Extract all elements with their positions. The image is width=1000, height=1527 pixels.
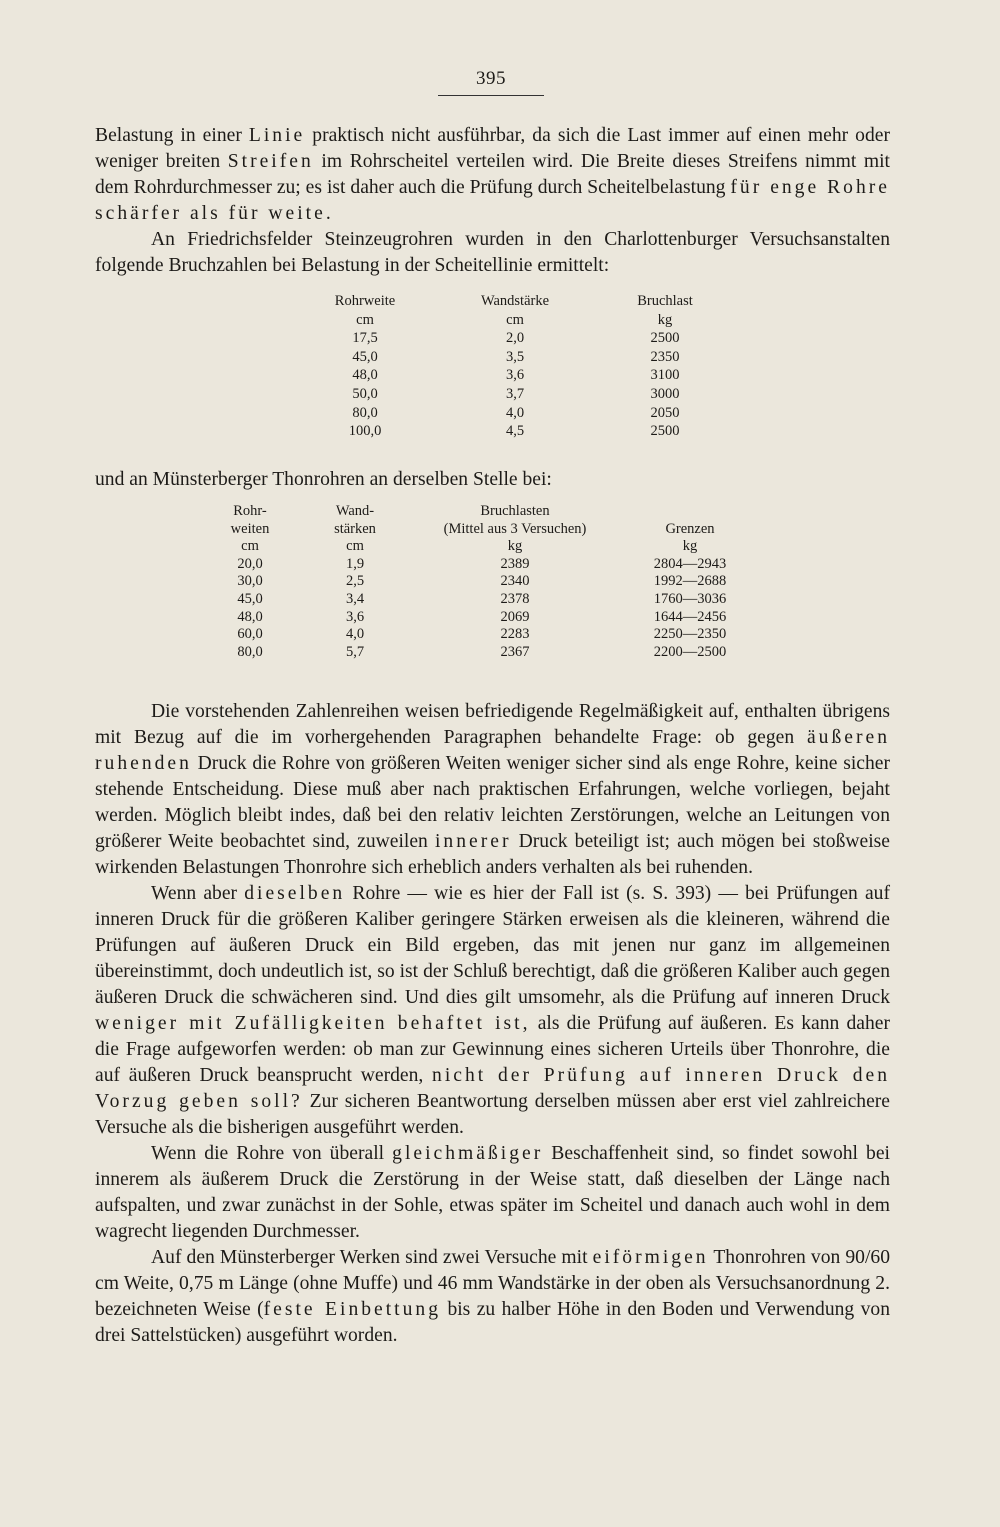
table-header: Rohrweite [334,293,396,309]
text-run: Wenn aber [151,883,245,904]
table-header: Rohr- [233,503,267,519]
table-cell: 80,0 [237,643,263,660]
table-row [290,404,740,423]
table-cell: 20,0 [237,555,263,572]
table-cell: 3,5 [505,348,525,365]
text-run: Die vorstehenden Zahlenreihen weisen befriedigende Regelmäßigkeit auf, enthalten übrigens mit Bezug auf die im vorhergehenden Paragraphen behandelte Frage: ob gegen [95,701,890,748]
table-cell: 1644—2456 [653,608,727,625]
spaced-emphasis: eiförmigen [592,1247,709,1268]
paragraph-2: An Friedrichsfelder Steinzeugrohren wurden in den Charlottenburger Versuchsanstalten folgende Bruchzahlen bei Belastung in der Scheitellinie ermittelt: [95,229,890,276]
spaced-emphasis: Linie [248,125,306,146]
table-cell: 2350 [650,348,680,365]
table-units-row [290,311,740,330]
spaced-emphasis: für enge Rohre schärfer als für weite. [95,177,890,224]
paragraph-7 [95,1245,890,1349]
table-row [290,385,740,404]
table-header: Bruchlast [637,293,693,309]
table-header: weiten [230,520,270,537]
table-cell: 3000 [650,385,680,402]
table-unit: kg [657,311,673,328]
table-cell: 60,0 [237,626,263,643]
text-block-bottom [95,699,890,1349]
table-cell: 48,0 [237,608,263,625]
table-unit: cm [356,311,374,328]
table-row [290,366,740,385]
text-block-top [95,123,890,279]
spaced-emphasis: innerer [434,831,512,852]
table-cell: 2340 [500,573,530,590]
table-cell: 80,0 [352,404,378,421]
table-header-row [290,292,740,311]
text-run: praktisch nicht ausführbar, da sich die Last immer auf einen mehr oder weniger breiten [95,125,890,172]
spaced-emphasis: feste Einbettung [263,1299,442,1320]
table-units-row [205,538,765,556]
table-cell: 4,0 [345,626,365,643]
table-unit: cm [506,311,524,328]
table-unit: cm [241,538,259,555]
text-run: Beschaffenheit sind, so findet sowohl bei innerem als äußerem Druck die Zerstörung in der Weise statt, daß dieselben der Länge nach aufspalten, und zwar zunächst in der Sohle, etwas später im Scheitel und danach auch wohl in dem wagrecht liegenden Durchmesser. [95,1143,890,1242]
text-block-mid [95,467,890,493]
paragraph-3: und an Münsterberger Thonrohren an derselben Stelle bei: [95,469,552,490]
paragraph-4 [95,699,890,881]
table-row [205,644,765,662]
paragraph-1 [95,123,890,227]
table-header: Wandstärke [480,293,550,309]
table-header: Grenzen [665,520,715,537]
table-row [205,591,765,609]
paragraph-5 [95,881,890,1141]
table-cell: 2,5 [345,573,365,590]
table-unit: kg [682,538,698,555]
table-header: Bruchlasten [480,503,550,519]
table-cell: 48,0 [352,367,378,384]
spaced-emphasis: gleichmäßiger [392,1143,544,1164]
text-run: Auf den Münsterberger Werken sind zwei Versuche mit [151,1247,593,1268]
spaced-emphasis: nicht der Prüfung auf inneren Druck den Vorzug geben soll? [95,1065,890,1112]
text-run: Druck die Rohre von größeren Weiten weniger sicher sind als enge Rohre, keine sicher stehende Entscheidung. Diese muß aber nach praktischen Erfahrungen, welche vorliegen, bejaht werden. Möglich bleibt indes, daß bei den relativ leichten Zerstörungen, welche an Leitungen von größerer Weite beobachtet sind, zuweilen [95,753,890,852]
table-row [290,348,740,367]
table-header: Wand- [335,503,375,519]
table-cell: 2250—2350 [653,626,727,643]
table-cell: 4,0 [505,404,525,421]
table-cell: 2378 [500,590,530,607]
text-run: Wenn die Rohre von überall [151,1143,393,1164]
table-cell: 3,4 [345,590,365,607]
table-cell: 3,6 [345,608,365,625]
table-cell: 2200—2500 [653,643,727,660]
table-row [290,329,740,348]
table-cell: 50,0 [352,385,378,402]
table-cell: 1760—3036 [653,590,727,607]
table-cell: 2500 [650,330,680,347]
table-cell: 1,9 [345,555,365,572]
text-run: bis zu halber Höhe in den Boden und Verwendung von drei Sattelstücken) ausgeführt worden. [95,1299,891,1346]
table-cell: 2050 [650,404,680,421]
text-run: Belastung in einer [95,125,249,146]
table-cell: 3,7 [505,385,525,402]
table-cell: 2500 [650,423,680,440]
table-muensterberg [205,503,765,661]
text-run: im Rohrscheitel verteilen wird. Die Breite dieses Streifens nimmt mit dem Rohrdurchmesser zu; es ist daher auch die Prüfung durch Scheitelbelastung [95,151,891,198]
table-row [205,609,765,627]
table-row [290,422,740,441]
table-cell: 2804—2943 [653,555,727,572]
page-number-rule [438,95,544,96]
table-cell: 1992—2688 [653,573,727,590]
table-cell: 30,0 [237,573,263,590]
text-run: Rohre — wie es hier der Fall ist (s. S. 393) — bei Prüfungen auf inneren Druck für die größeren Kaliber geringere Stärken erweisen als die kleineren, während die Prüfungen auf äußeren Druck ein Bild ergeben, das mit jenen nur ganz im allgemeinen übereinstimmt, doch undeutlich ist, so ist der Schluß berechtigt, daß die größeren Kaliber auch gegen äußeren Druck die schwächeren sind. Und dies gilt umsomehr, als die Prüfung auf inneren Druck [95,883,890,1008]
table-row [205,626,765,644]
table-unit: kg [507,538,523,555]
table-cell: 4,5 [505,423,525,440]
spaced-emphasis: dieselben [244,883,346,904]
table-header: stärken [334,520,376,537]
paragraph-6 [95,1141,890,1245]
table-row [205,573,765,591]
table-cell: 2283 [500,626,530,643]
table-unit: cm [346,538,364,555]
text-run: Druck beteiligt ist; auch mögen bei stoßweise wirkenden Belastungen Thonrohre sich erheblich anders verhalten als bei ruhenden. [95,831,890,878]
table-cell: 2367 [500,643,530,660]
text-run: Zur sicheren Beantwortung derselben müssen aber erst viel zahlreichere Versuche als die bisherigen ausgeführt werden. [95,1091,890,1138]
table-cell: 5,7 [345,643,365,660]
text-run: als die Prüfung auf äußeren. Es kann daher die Frage aufgeworfen werden: ob man zur Gewinnung eines sicheren Urteils über Thonrohre, die auf äußeren Druck beansprucht werden, [95,1013,891,1086]
table-cell: 45,0 [352,348,378,365]
table-cell: 3100 [650,367,680,384]
spaced-emphasis: äußeren ruhenden [95,727,890,774]
table-cell: 17,5 [352,330,378,347]
table-cell: 100,0 [348,423,382,440]
table-cell: 2,0 [505,330,525,347]
table-cell: 2069 [500,608,530,625]
table-row [205,556,765,574]
table-header: (Mittel aus 3 Versuchen) [443,520,587,537]
table-header [615,503,765,521]
table-cell: 3,6 [505,367,525,384]
table-cell: 45,0 [237,590,263,607]
spaced-emphasis: weniger mit Zufälligkeiten behaftet ist, [95,1013,531,1034]
table-header-row [205,521,765,539]
table-cell: 2389 [500,555,530,572]
table-header-row [205,503,765,521]
page-number: 395 [476,68,506,89]
spaced-emphasis: Streifen [227,151,314,172]
table-charlottenburg [290,292,740,441]
text-run: Thonrohren von 90/60 cm Weite, 0,75 m Länge (ohne Muffe) und 46 mm Wandstärke in der oben als Versuchsanordnung 2. bezeichneten Weise ( [95,1247,890,1320]
